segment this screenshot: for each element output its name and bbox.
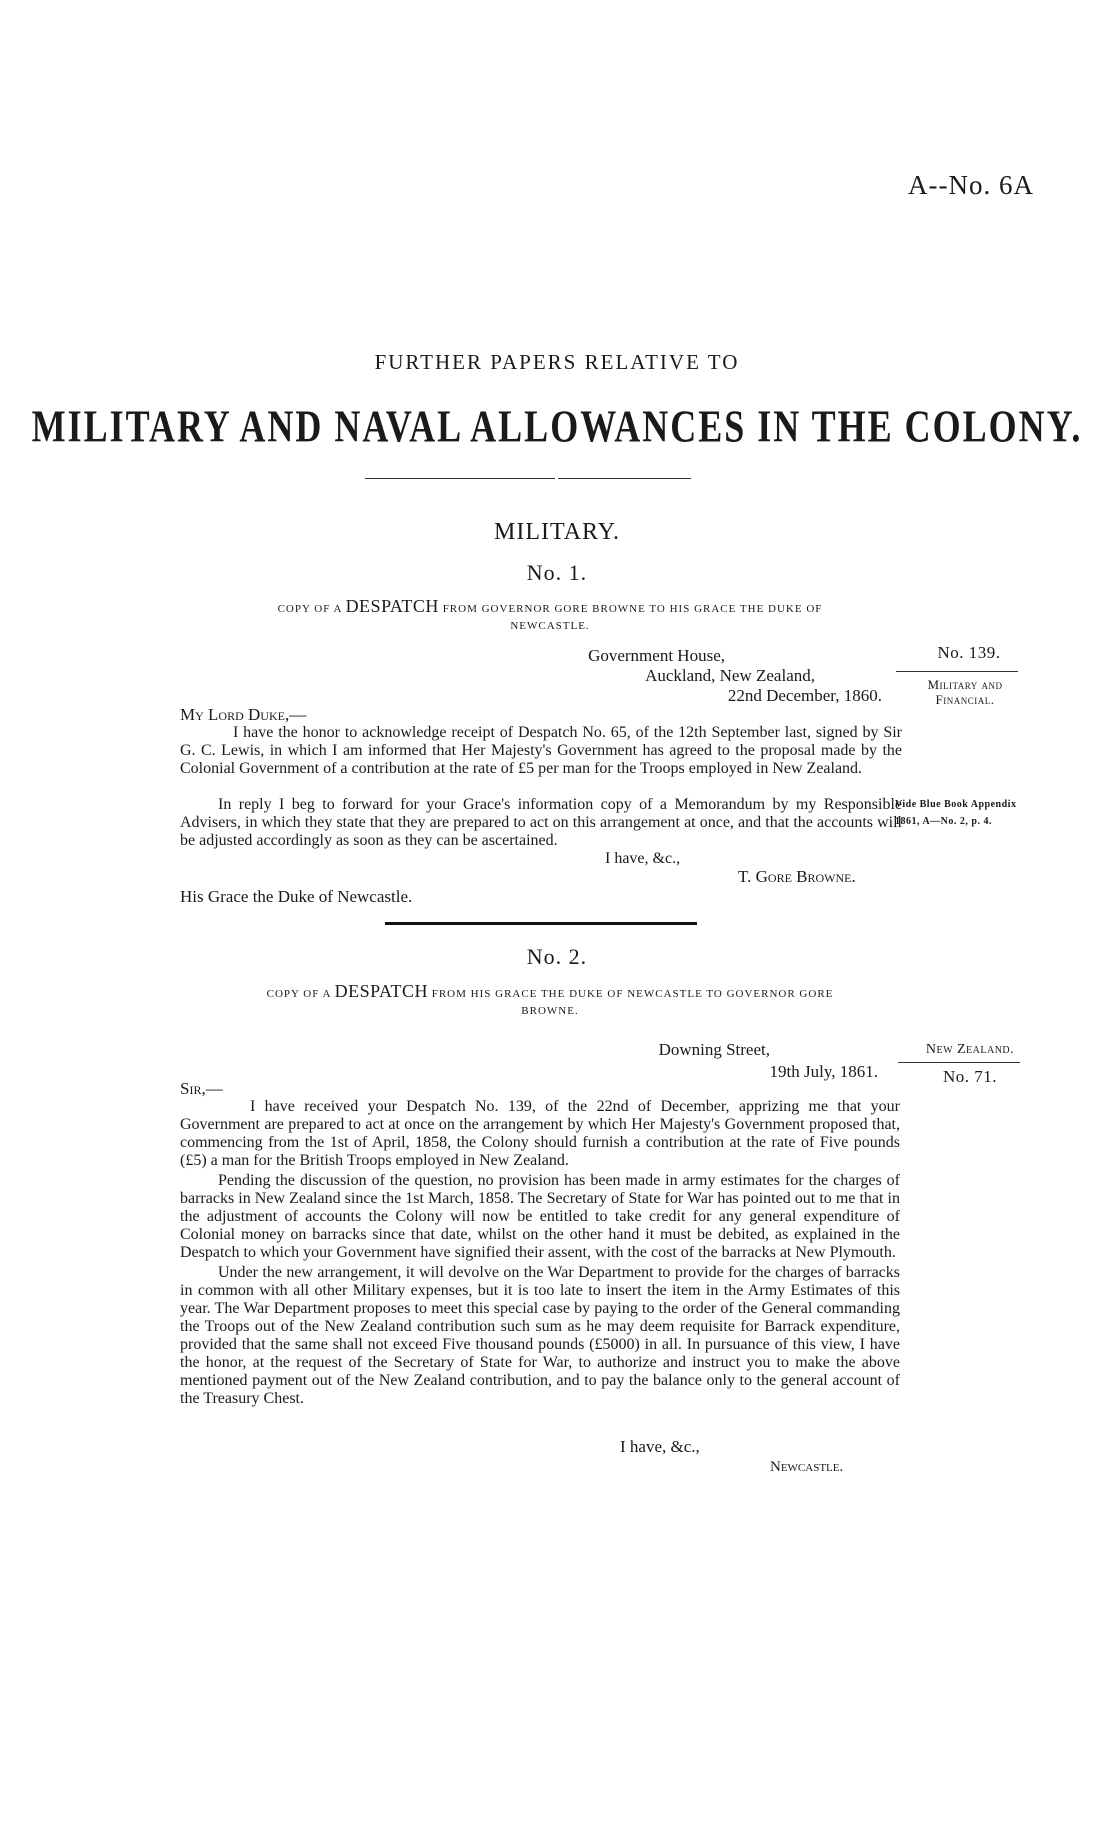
- despatch-1-side-note-2: 1861, A—No. 2, p. 4.: [895, 816, 992, 827]
- despatch-1-address-2: Auckland, New Zealand,: [645, 666, 815, 685]
- title-line-1: FURTHER PAPERS RELATIVE TO: [374, 350, 740, 374]
- despatch-2-signature: Newcastle.: [770, 1459, 844, 1475]
- despatch-2-side-label: New Zealand.: [925, 1042, 1015, 1057]
- despatch-1-signature: T. Gore Browne.: [738, 867, 856, 886]
- despatch-2-closing: I have, &c.,: [620, 1437, 700, 1456]
- despatch-2-address: Downing Street,: [658, 1040, 770, 1059]
- despatch-1-paragraph-1: I have the honor to acknowledge receipt of Despatch No. 65, of the 12th September last, signed by Sir G. C. Lewis, in which I am informed that Her Majesty's Government has agreed to the proposal made by the Colonial Government of a contribution at the rate of £5 per man for the Troops employed in New Zealand.: [180, 724, 902, 777]
- despatch-2-salutation: Sir,—: [180, 1079, 223, 1098]
- section-heading: MILITARY.: [494, 519, 620, 545]
- despatch-2-copy-big: DESPATCH: [334, 981, 428, 1001]
- despatch-1-copy-big: DESPATCH: [345, 596, 439, 616]
- side-divider: [898, 1062, 1020, 1063]
- despatch-1-copy-suffix: FROM GOVERNOR GORE BROWNE TO HIS GRACE THE DUKE OF: [442, 603, 823, 615]
- despatch-1-side-number: No. 139.: [937, 643, 1001, 662]
- despatch-2-side-number: No. 71.: [942, 1067, 998, 1086]
- despatch-1-copy-suffix-2: NEWCASTLE.: [510, 620, 590, 632]
- despatch-1-side-label-2: Financial.: [935, 692, 995, 707]
- despatch-1-closing: I have, &c.,: [605, 850, 681, 867]
- divider: [365, 478, 555, 479]
- despatch-1-number: No. 1.: [526, 560, 588, 585]
- despatch-2-paragraph-2: Pending the discussion of the question, no provision has been made in army estimates for the charges of barracks in New Zealand since the 1st March, 1858. The Secretary of State for War has pointed out to me that in the adjustment of accounts the Colony will now be entitled to take credit for any general expenditure of Colonial money on barracks since that date, whilst on the other hand it must be debited, as explained in the Despatch to which your Government have signified their assent, with the cost of the barracks at New Plymouth.: [180, 1172, 900, 1261]
- despatch-1-copy-prefix: COPY OF A: [277, 603, 342, 615]
- despatch-2-paragraph-1: I have received your Despatch No. 139, of the 22nd of December, apprizing me that your Government are prepared to act at once on the arrangement by which Her Majesty's Government proposed that, commencing from the 1st of April, 1858, the Colony should furnish a contribution at the rate of Five pounds (£5) a man for the British Troops employed in New Zealand.: [180, 1098, 900, 1169]
- despatch-1-address-1: Government House,: [588, 646, 725, 665]
- despatch-1-side-note-1: Vide Blue Book Appendix: [895, 799, 1017, 810]
- despatch-1-addressee: His Grace the Duke of Newcastle.: [180, 887, 413, 906]
- page-title: MILITARY AND NAVAL ALLOWANCES IN THE COLONY.: [31, 401, 1083, 452]
- divider: [558, 478, 691, 479]
- despatch-2-heading: [190, 983, 910, 1020]
- page-identifier: A--No. 6A: [908, 170, 1034, 200]
- despatch-2-copy-suffix: FROM HIS GRACE THE DUKE OF NEWCASTLE TO GOVERNOR GORE: [431, 988, 834, 1000]
- despatch-2-copy-suffix-2: BROWNE.: [521, 1005, 579, 1017]
- despatch-2-paragraph-3: Under the new arrangement, it will devolve on the War Department to provide for the charges of barracks in common with all other Military expenses, but it is too late to insert the item in the Army Estimates of this year. The War Department proposes to meet this special case by paying to the order of the General commanding the Troops out of the New Zealand contribution such sum as he may deem requisite for Barrack expenditure, provided that the same shall not exceed Five thousand pounds (£5000) in all. In pursuance of this view, I have the honor, at the request of the Secretary of State for War, to authorize and instruct you to make the above mentioned payment out of the New Zealand contribution, and to pay the balance only to the general account of the Treasury Chest.: [180, 1264, 900, 1407]
- despatch-1-side-label-1: Military and: [927, 677, 1003, 692]
- despatch-1-heading: [190, 598, 910, 635]
- despatch-1-date: 22nd December, 1860.: [727, 686, 882, 705]
- despatch-2-number: No. 2.: [526, 944, 588, 969]
- despatch-2-copy-prefix: COPY OF A: [266, 988, 331, 1000]
- side-divider: [896, 671, 1018, 672]
- despatch-1-paragraph-2: In reply I beg to forward for your Grace's information copy of a Memorandum by my Responsible Advisers, in which they state that they are prepared to act on this arrangement at once, and that the accounts will be adjusted accordingly as soon as they can be ascertained.: [180, 796, 902, 849]
- section-divider: [385, 922, 697, 925]
- despatch-2-date: 19th July, 1861.: [769, 1062, 878, 1081]
- despatch-1-salutation: My Lord Duke,—: [180, 705, 307, 724]
